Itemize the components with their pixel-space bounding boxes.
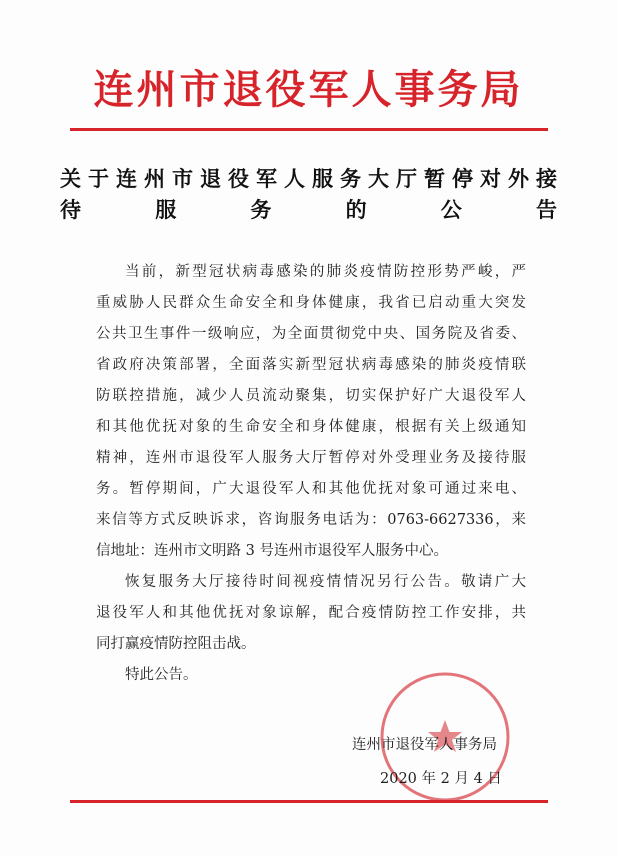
body-line: 同打赢疫情防控阻击战。 [96, 636, 256, 652]
notice-title [60, 163, 557, 225]
title-line-1: 关于连州市退役军人服务大厅暂停对外接 [60, 166, 557, 191]
body-line: 重威胁人民群众生命安全和身体健康，我省已启动重大突发 [96, 295, 526, 311]
body-line: 信地址：连州市文明路 3 号连州市退役军人服务中心。 [96, 543, 448, 559]
paragraph-2 [96, 567, 526, 660]
body-line: 来信等方式反映诉求，咨询服务电话为：0763-6627336，来 [96, 512, 526, 528]
letterhead-red-rule [70, 128, 548, 131]
signature-block [330, 728, 530, 796]
paragraph-1 [96, 257, 526, 567]
body-line: 务。暂停期间，广大退役军人和其他优抚对象可通过来电、 [96, 481, 526, 497]
footer-red-rule [70, 800, 548, 803]
signature-date: 2020 年 2 月 4 日 [380, 771, 502, 787]
closing-line: 特此公告。 [125, 667, 198, 683]
body-line: 恢复服务大厅接待时间视疫情情况另行公告。敬请广大 [125, 574, 526, 590]
signature-org: 连州市退役军人事务局 [352, 737, 497, 753]
body-line: 防联控措施，减少人员流动聚集，切实保护好广大退役军人 [96, 388, 526, 404]
body-line: 省政府决策部署，全面落实新型冠状病毒感染的肺炎疫情联 [96, 357, 526, 373]
body-line: 退役军人和其他优抚对象谅解，配合疫情防控工作安排，共 [96, 605, 526, 621]
notice-body [96, 257, 526, 691]
title-line-2: 待服务的公告 [60, 197, 557, 222]
letterhead-org-name: 连州市退役军人事务局 [93, 66, 524, 113]
body-line: 公共卫生事件一级响应，为全面贯彻党中央、国务院及省委、 [96, 326, 526, 342]
body-line: 精神，连州市退役军人服务大厅暂停对外受理业务及接待服 [96, 450, 526, 466]
body-line: 和其他优抚对象的生命安全和身体健康，根据有关上级通知 [96, 419, 526, 435]
body-line: 当前，新型冠状病毒感染的肺炎疫情防控形势严峻，严 [125, 264, 526, 280]
